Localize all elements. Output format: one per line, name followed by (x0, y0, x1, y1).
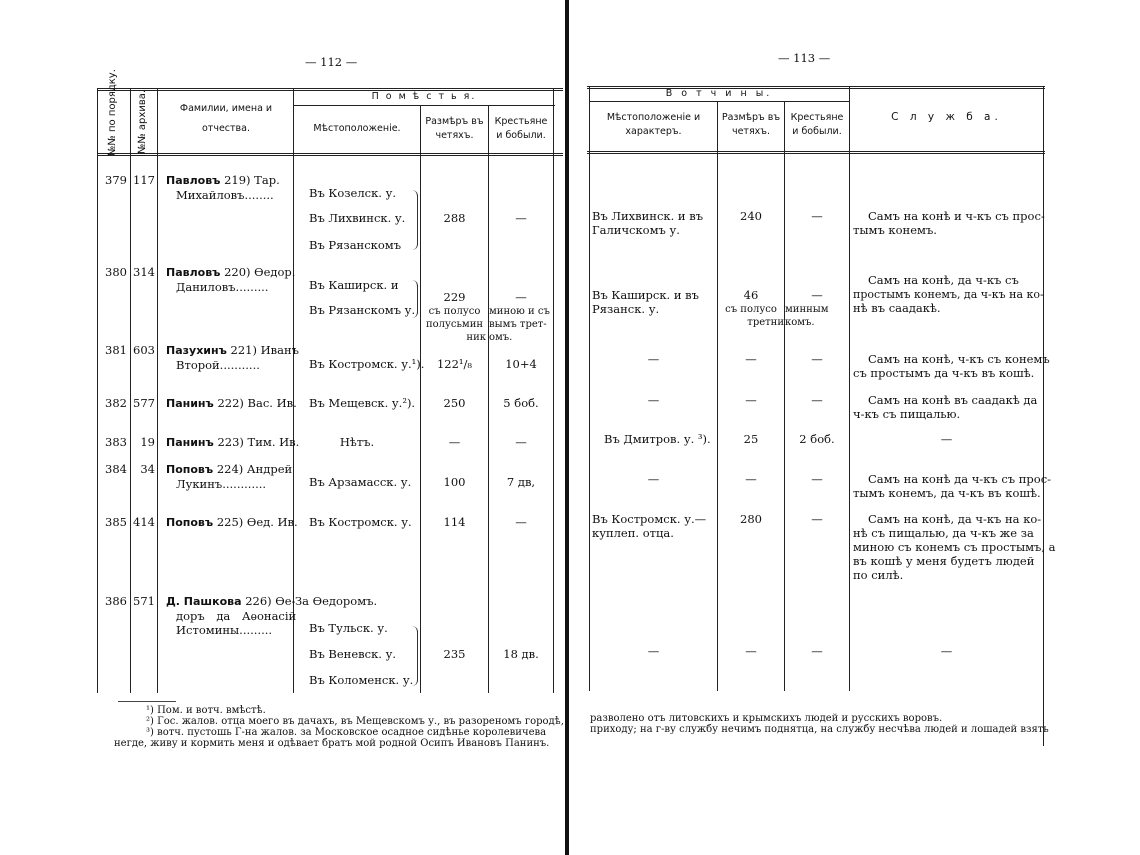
col-line (157, 88, 158, 693)
v-peasants-value: — (811, 352, 823, 366)
v-location: Галичскомъ у. (592, 223, 680, 237)
row-num: 379 (105, 173, 127, 187)
brace (412, 626, 418, 686)
v-size-value: 280 (740, 512, 762, 526)
v-location: — (647, 644, 660, 658)
row-archive: 603 (133, 343, 155, 357)
peasants-value: 10+4 (505, 357, 537, 371)
service-text: нѣ въ саадакѣ. (853, 301, 941, 315)
v-location: куплеп. отца. (592, 526, 674, 540)
row-name-cont: Михайловъ........ (176, 188, 274, 202)
location: Нѣтъ. (339, 435, 375, 449)
row-name-cont: Истомины......... (176, 623, 273, 637)
size-value: 288 (443, 211, 466, 225)
header-bottom-rule-2 (97, 155, 563, 156)
table-top-rule (97, 88, 563, 89)
row-name: Д. Пашкова 226) Ѳе- (166, 594, 296, 608)
peasants-value: 7 дв, (506, 475, 536, 489)
footnote: ³) вотч. пустошь Г-на жалов. за Московское осадное сидѣнье королевичева (146, 727, 547, 738)
location: Въ Костромск. у. (309, 515, 412, 529)
service-text: въ кошѣ у меня будетъ людей (853, 554, 1035, 568)
v-peasants-value: — (811, 512, 823, 526)
location: Въ Рязанскомъ (309, 238, 402, 252)
brace (412, 190, 418, 250)
v-peasants-value: 2 боб. (799, 432, 835, 446)
v-size-value: 240 (740, 209, 762, 223)
header-bottom-rule-2 (587, 153, 1045, 154)
location: Въ Козелск. у. (309, 186, 396, 200)
v-peasants-value: — (811, 393, 823, 407)
service-text: тымъ конемъ. (853, 223, 937, 237)
service-text: простымъ конемъ, да ч-къ на ко- (853, 288, 1044, 301)
header-archive: №№ архива. (137, 89, 148, 155)
v-size-value: — (745, 352, 757, 366)
row-name: Панинъ 222) Вас. Ив. (166, 396, 297, 410)
row-num: 385 (105, 515, 127, 529)
v-peasants-value: — минным комъ. (785, 288, 829, 328)
peasants-value: — (515, 515, 527, 529)
row-num: 383 (105, 435, 127, 449)
service-text: ч-къ съ пищалью. (853, 407, 961, 421)
header-bottom-rule (97, 153, 563, 154)
size-value: 100 (443, 475, 466, 489)
row-archive: 577 (133, 396, 155, 410)
size-value: 235 (443, 647, 466, 661)
v-peasants-value: — (811, 644, 823, 658)
header-v-size: Размѣръ въ четяхъ. (721, 112, 781, 137)
service-text: по силѣ. (853, 568, 904, 582)
v-location: Рязанск. у. (592, 302, 660, 316)
book-spine (565, 0, 569, 855)
location: Въ Коломенск. у. (309, 673, 414, 687)
v-peasants-value: — (811, 209, 823, 223)
row-name: Пазухинъ 221) Иванъ (166, 343, 299, 357)
row-archive: 414 (133, 515, 155, 529)
peasants-value: — (515, 435, 527, 449)
col-line (1043, 86, 1044, 746)
service-text: Самъ на конѣ, ч-къ съ конемъ (868, 352, 1050, 366)
service-text: Самъ на конѣ, да ч-къ съ (868, 273, 1019, 287)
peasants-value: 18 дв. (503, 647, 539, 661)
v-location: Въ Каширск. и въ (592, 288, 699, 302)
v-location: Въ Лихвинск. и въ (592, 209, 704, 223)
v-location: Въ Дмитров. у. ³). (604, 432, 711, 446)
peasants-value: — миною и съ вымъ трет- омъ. (489, 290, 550, 343)
row-num: 381 (105, 343, 127, 357)
footnote-rule (118, 701, 176, 702)
row-name: Павловъ 219) Тар. (166, 173, 280, 187)
v-location: — (647, 393, 660, 407)
size-value: 250 (443, 396, 466, 410)
size-value: 114 (443, 515, 466, 529)
location: За Ѳедоромъ. (295, 594, 378, 608)
service-text: Самъ на конѣ да ч-къ съ прос- (868, 472, 1052, 486)
location: Въ Костромск. у.¹). (309, 357, 425, 371)
footnote: ²) Гос. жалов. отца моего въ дачахъ, въ Мещевскомъ у., въ разореномъ городѣ, (146, 716, 564, 727)
service-text: Самъ на конѣ и ч-къ съ прос- (868, 209, 1045, 223)
row-num: 380 (105, 265, 127, 279)
location: Въ Каширск. и (309, 278, 399, 292)
header-bottom-rule (587, 151, 1045, 152)
pomestya-rule (293, 105, 555, 106)
row-num: 382 (105, 396, 127, 410)
header-v-location: Мѣстоположеніе и характеръ. (606, 112, 701, 137)
brace (412, 280, 418, 318)
page-number-right: — 113 — (778, 51, 831, 65)
footnote: разволено отъ литовскихъ и крымскихъ людей и русскихъ воровъ. (590, 713, 943, 724)
v-size-value: — (745, 644, 757, 658)
service-text: Самъ на конѣ, да ч-къ на ко- (868, 512, 1042, 526)
v-peasants-value: — (811, 472, 823, 486)
location: Въ Тульск. у. (309, 621, 388, 635)
peasants-value: 5 боб. (503, 396, 539, 410)
row-name: Поповъ 225) Ѳед. Ив. (166, 515, 298, 529)
page-number-left: — 112 — (305, 55, 358, 69)
service-text: — (940, 432, 953, 446)
header-names: Фамилии, имена и отчества. (179, 103, 273, 134)
row-name-cont: Второй........... (176, 358, 260, 372)
v-location: — (647, 472, 660, 486)
row-name: Павловъ 220) Ѳедор. (166, 265, 296, 279)
footnote: негде, живу и кормить меня и одѣвает братъ мой родной Осипъ Ивановъ Панинъ. (114, 738, 550, 749)
service-text: миною съ конемъ съ простымъ, а (853, 540, 1056, 554)
v-size-value: 46 съ полусо третни (725, 288, 784, 328)
row-name: Панинъ 223) Тим. Ив. (166, 435, 300, 449)
size-value: — (448, 435, 461, 449)
size-value: 122¹/₈ (436, 357, 473, 371)
row-num: 384 (105, 462, 127, 476)
header-v-peasants: Крестьяне и бобыли. (790, 112, 844, 137)
v-size-value: — (745, 393, 757, 407)
col-line (553, 88, 554, 693)
votchiny-rule (589, 101, 849, 102)
v-size-value: 25 (743, 432, 759, 446)
row-name-cont: доръ да Аѳонасій (176, 609, 297, 623)
header-size: Размѣръ въ четяхъ. (425, 116, 484, 141)
row-archive: 19 (140, 435, 155, 449)
service-text: съ простымъ да ч-къ въ кошѣ. (853, 366, 1035, 380)
service-text: — (940, 644, 953, 658)
size-value: 229 съ полусо полусьмин ник (425, 290, 486, 343)
v-size-value: — (745, 472, 757, 486)
row-name: Поповъ 224) Андрей (166, 462, 293, 476)
header-votchiny: В о т ч и н ы. (665, 88, 773, 99)
location: Въ Веневск. у. (309, 647, 396, 661)
service-text: тымъ конемъ, да ч-къ въ кошѣ. (853, 486, 1041, 500)
header-peasants: Крестьяне и бобыли. (494, 116, 548, 141)
location: Въ Арзамасск. у. (309, 475, 412, 489)
row-num: 386 (105, 594, 127, 608)
header-pomestya: П о м ѣ с т ь я. (371, 91, 477, 102)
location: Въ Рязанскомъ у. (309, 303, 416, 317)
service-text: нѣ съ пищалью, да ч-къ же за (853, 526, 1034, 540)
header-num: №№ по порядку. (107, 69, 118, 156)
col-line (849, 86, 850, 691)
peasants-value: — (515, 211, 527, 225)
v-location: Въ Костромск. у.— (592, 512, 707, 526)
row-archive: 571 (133, 594, 155, 608)
col-line (589, 86, 590, 691)
location: Въ Мещевск. у.²). (309, 396, 416, 410)
row-name-cont: Даниловъ......... (176, 280, 269, 294)
location: Въ Лихвинск. у. (309, 211, 406, 225)
header-service: С л у ж б а. (891, 111, 1002, 123)
header-location: Мѣстоположеніе. (313, 123, 401, 134)
row-archive: 34 (140, 462, 155, 476)
service-text: Самъ на конѣ въ саадакѣ да (868, 393, 1038, 407)
footnote: приходу; на г-ву службу нечимъ поднятца, на службу несчѣва людей и лошадей взять (590, 724, 1049, 735)
v-location: — (647, 352, 660, 366)
row-name-cont: Лукинъ............ (176, 477, 267, 491)
footnote: ¹) Пом. и вотч. вмѣстѣ. (146, 705, 266, 716)
row-archive: 314 (133, 265, 155, 279)
row-archive: 117 (133, 173, 155, 187)
